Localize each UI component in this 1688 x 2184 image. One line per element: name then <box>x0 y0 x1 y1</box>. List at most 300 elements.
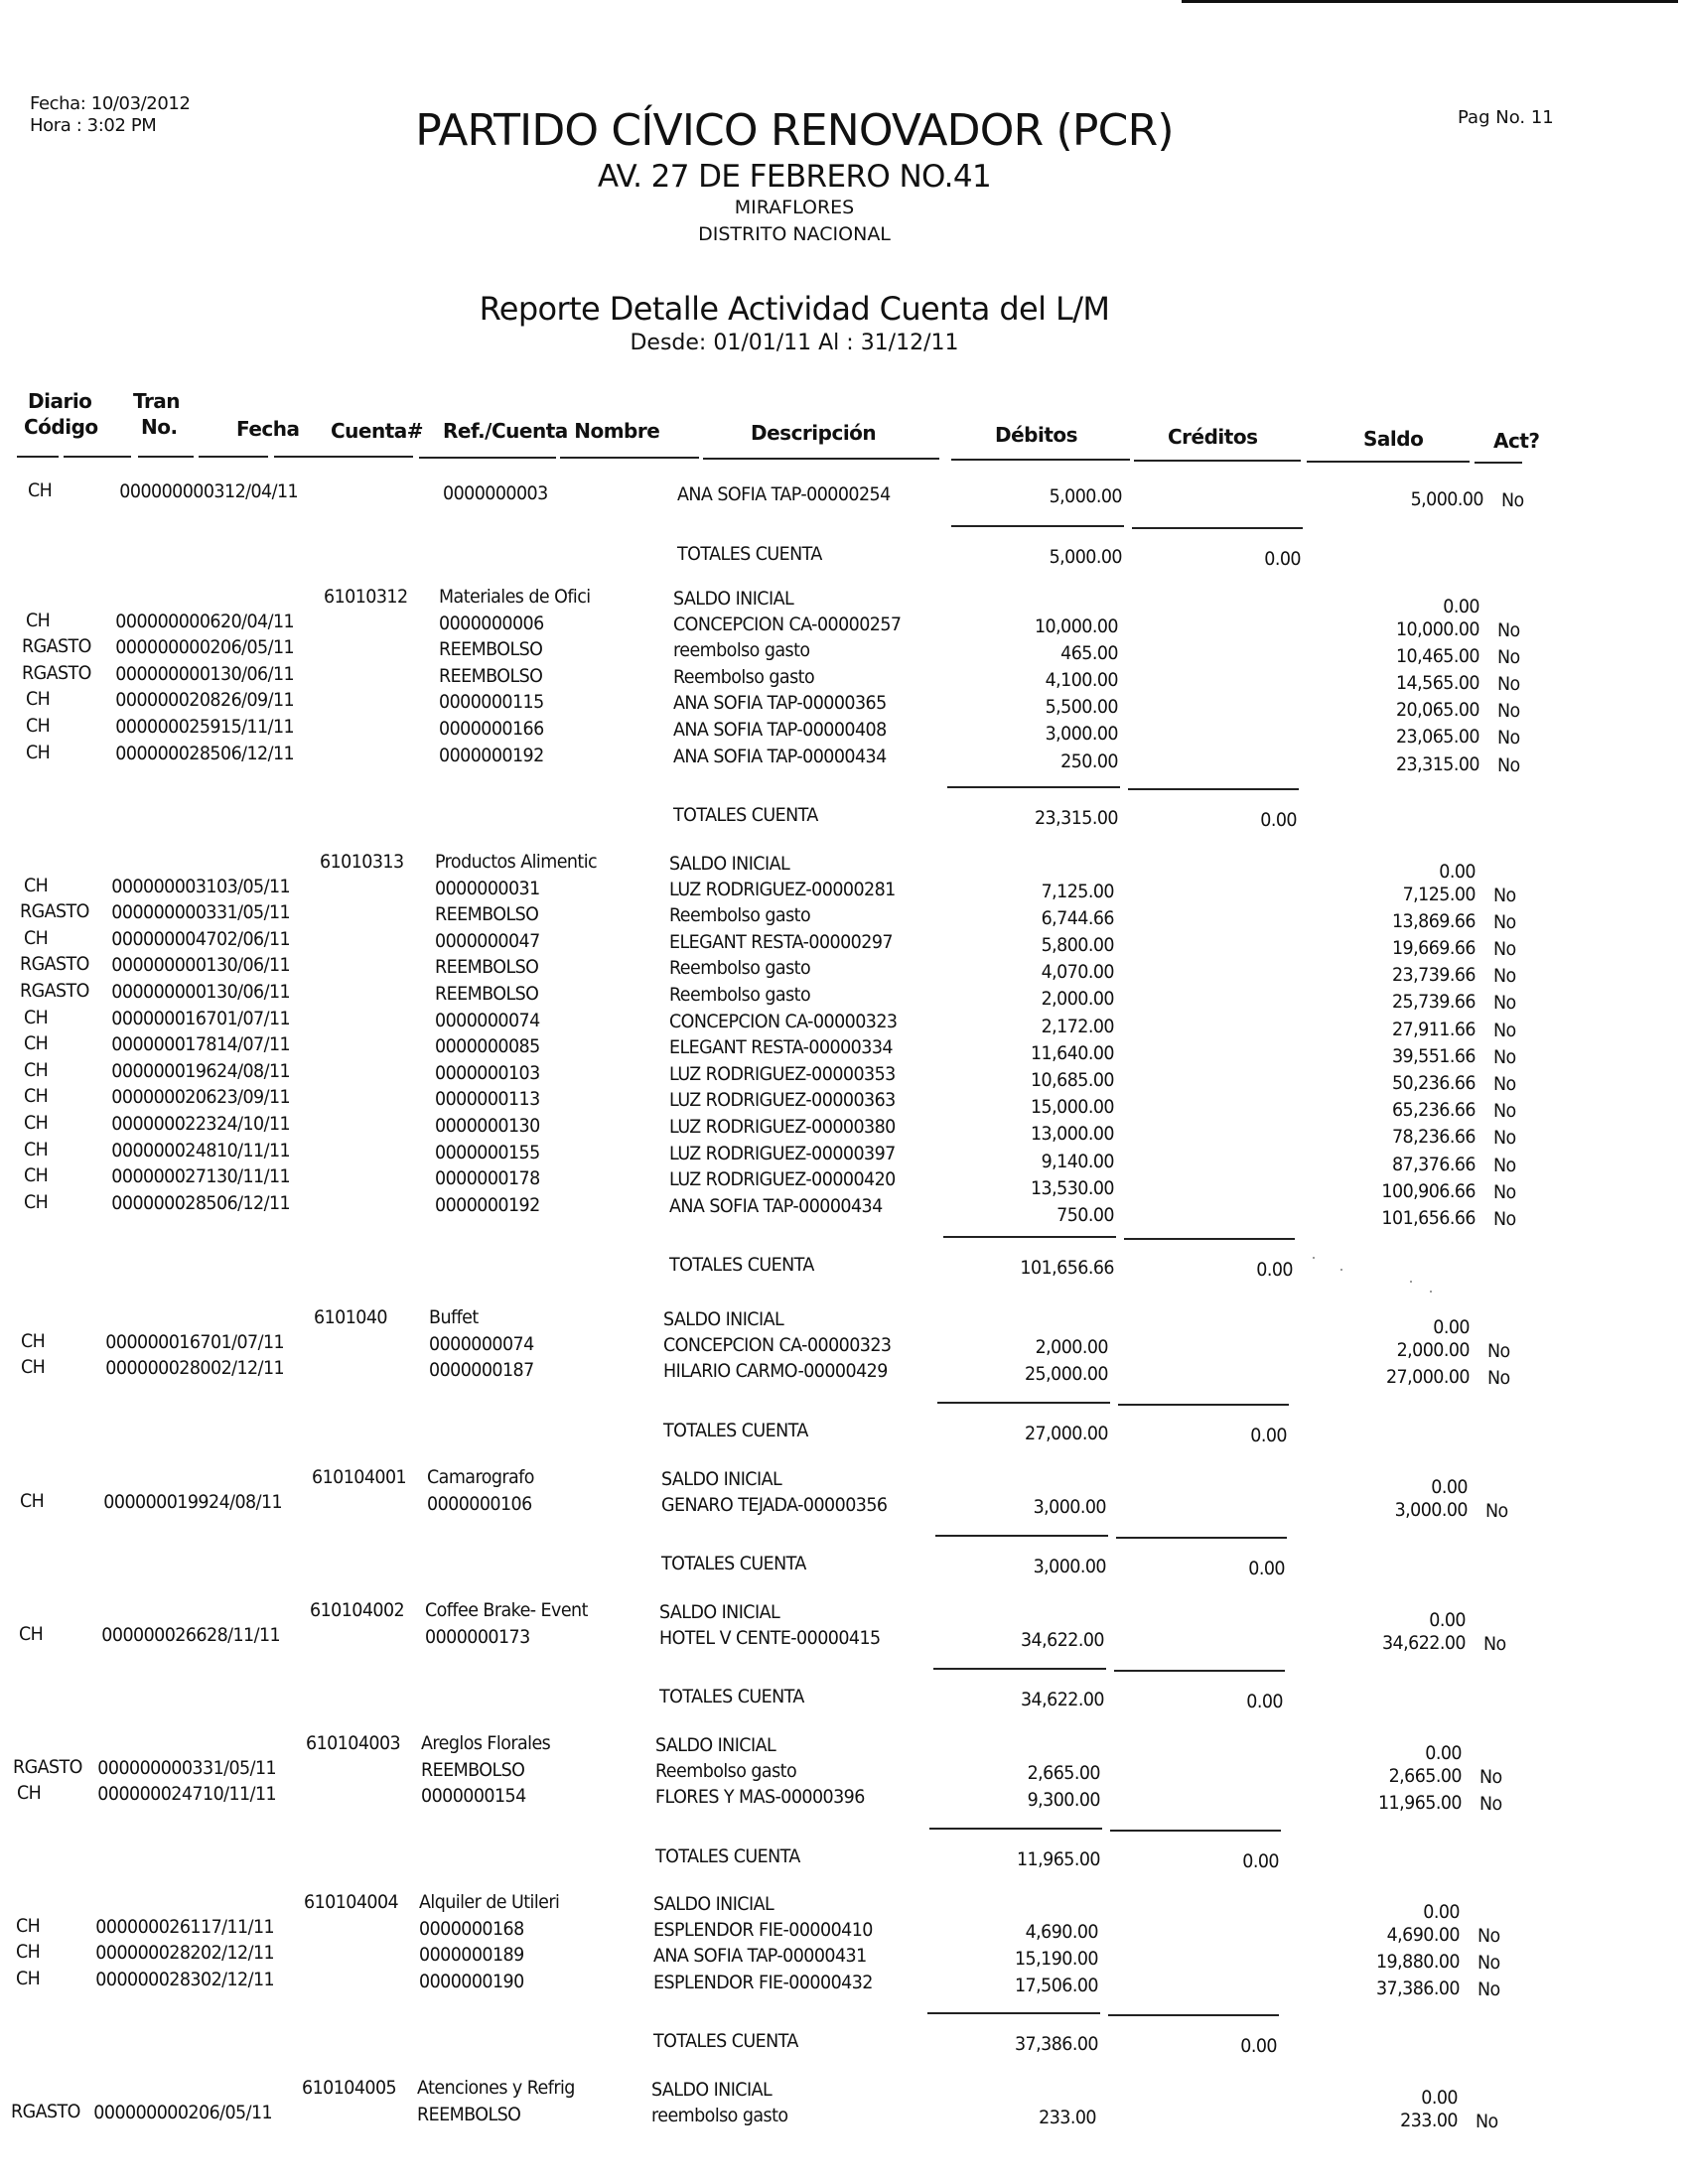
active-flag: No <box>1497 727 1520 750</box>
report-title: Reporte Detalle Actividad Cuenta del L/M <box>479 290 1110 328</box>
description: ANA SOFIA TAP-00000254 <box>677 483 891 505</box>
active-flag: No <box>1497 618 1520 641</box>
description: FLORES Y MAS-00000396 <box>655 1786 865 1809</box>
tran-no: 0000000002 <box>93 2101 199 2123</box>
active-flag: No <box>1493 1180 1516 1203</box>
tran-date: 24/08/11 <box>209 1490 283 1513</box>
underline <box>560 457 699 459</box>
totales-cuenta-label: TOTALES CUENTA <box>661 1553 806 1575</box>
debit-amount: 4,070.00 <box>1041 961 1114 984</box>
description: LUZ RODRIGUEZ-00000363 <box>669 1089 896 1112</box>
description: HILARIO CARMO-00000429 <box>663 1360 888 1383</box>
active-flag: No <box>1493 1100 1516 1123</box>
description: Reembolso gasto <box>669 904 811 927</box>
active-flag: No <box>1493 938 1516 960</box>
running-balance: 34,622.00 <box>1381 1631 1466 1654</box>
tran-no: 0000000001 <box>115 662 220 685</box>
diario-code: CH <box>21 1329 46 1352</box>
tran-date: 10/11/11 <box>203 1783 277 1806</box>
tran-date: 28/11/11 <box>207 1623 281 1646</box>
running-balance: 50,236.66 <box>1391 1072 1476 1094</box>
tran-no: 0000000047 <box>111 927 216 950</box>
scan-speck <box>1340 1269 1342 1271</box>
col-saldo: Saldo <box>1363 427 1424 451</box>
subtotal-rule <box>933 1668 1106 1670</box>
tran-date: 02/12/11 <box>211 1357 285 1380</box>
account-name: Productos Alimentic <box>435 851 598 873</box>
total-debits: 34,622.00 <box>1020 1689 1104 1711</box>
total-debits: 23,315.00 <box>1034 807 1118 830</box>
totales-cuenta-label: TOTALES CUENTA <box>669 1254 814 1277</box>
total-credits: 0.00 <box>1242 1849 1279 1872</box>
tran-no: 0000000001 <box>111 981 216 1003</box>
active-flag: No <box>1497 700 1520 723</box>
description: LUZ RODRIGUEZ-00000380 <box>669 1116 896 1138</box>
tran-date: 20/04/11 <box>220 610 295 632</box>
totales-cuenta-label: TOTALES CUENTA <box>659 1686 804 1708</box>
tran-no: 0000000167 <box>111 1007 216 1029</box>
debit-amount: 2,000.00 <box>1035 1335 1108 1358</box>
account-number: 610104003 <box>306 1732 401 1754</box>
running-balance: 65,236.66 <box>1391 1099 1476 1122</box>
col-diario: Diario <box>28 389 92 413</box>
ref-number: 0000000003 <box>443 482 548 504</box>
account-number: 610104004 <box>304 1891 399 1913</box>
running-balance: 23,065.00 <box>1395 726 1479 749</box>
saldo-inicial-label: SALDO INICIAL <box>673 588 794 610</box>
description: ELEGANT RESTA-00000334 <box>669 1036 893 1059</box>
tran-date: 02/12/11 <box>201 1968 275 1990</box>
account-name: Buffet <box>429 1306 479 1328</box>
active-flag: No <box>1487 1339 1510 1362</box>
active-flag: No <box>1493 1073 1516 1095</box>
running-balance: 2,000.00 <box>1396 1338 1470 1361</box>
subtotal-rule <box>929 1828 1102 1830</box>
subtotal-rule <box>1114 1670 1285 1672</box>
col-tran: Tran <box>133 389 181 413</box>
ref-number: REEMBOLSO <box>439 664 543 687</box>
running-balance: 19,669.66 <box>1391 937 1476 959</box>
total-credits: 0.00 <box>1260 809 1297 832</box>
tran-date: 01/07/11 <box>211 1330 285 1353</box>
ref-number: 0000000113 <box>435 1088 540 1111</box>
tran-date: 26/09/11 <box>220 689 295 712</box>
tran-date: 31/05/11 <box>216 901 291 924</box>
underline <box>419 457 556 459</box>
opening-balance: 0.00 <box>1421 2087 1458 2109</box>
description: LUZ RODRIGUEZ-00000281 <box>669 878 896 900</box>
diario-code: CH <box>16 1914 41 1937</box>
tran-date: 23/09/11 <box>216 1086 291 1109</box>
tran-no: 0000000223 <box>111 1113 216 1135</box>
description: Reembolso gasto <box>655 1759 797 1782</box>
active-flag: No <box>1493 1208 1516 1230</box>
tran-no: 0000000248 <box>111 1139 216 1161</box>
print-time: Hora : 3:02 PM <box>30 115 157 136</box>
tran-no: 0000000199 <box>103 1490 209 1513</box>
report-period: Desde: 01/01/11 Al : 31/12/11 <box>630 331 959 355</box>
account-number: 610104001 <box>312 1466 407 1488</box>
description: ELEGANT RESTA-00000297 <box>669 930 893 953</box>
total-debits: 101,656.66 <box>1020 1257 1114 1280</box>
saldo-inicial-label: SALDO INICIAL <box>653 1893 774 1915</box>
col-creditos: Créditos <box>1168 425 1258 449</box>
underline <box>1475 462 1522 464</box>
underline <box>138 456 194 458</box>
active-flag: No <box>1497 673 1520 695</box>
tran-date: 06/12/11 <box>220 742 295 764</box>
subtotal-rule <box>943 1236 1116 1238</box>
tran-date: 30/06/11 <box>216 981 291 1003</box>
company-city: MIRAFLORES <box>734 197 855 218</box>
ref-number: 0000000155 <box>435 1141 540 1163</box>
col-codigo: Código <box>24 415 98 439</box>
total-debits: 37,386.00 <box>1014 2033 1098 2056</box>
description: CONCEPCION CA-00000257 <box>673 613 902 635</box>
totales-cuenta-label: TOTALES CUENTA <box>677 542 822 565</box>
subtotal-rule <box>1108 2014 1279 2016</box>
tran-no: 0000000271 <box>111 1165 216 1188</box>
subtotal-rule <box>1128 788 1299 790</box>
totales-cuenta-label: TOTALES CUENTA <box>655 1844 800 1867</box>
tran-no: 0000000167 <box>105 1330 211 1353</box>
debit-amount: 5,000.00 <box>1049 485 1122 507</box>
description: Reembolso gasto <box>673 665 815 688</box>
scan-speck <box>1313 1257 1315 1259</box>
active-flag: No <box>1493 965 1516 988</box>
debit-amount: 10,685.00 <box>1030 1069 1114 1091</box>
diario-code: CH <box>16 1967 41 1989</box>
tran-date: 02/06/11 <box>216 927 291 950</box>
debit-amount: 7,125.00 <box>1041 880 1114 902</box>
tran-no: 0000000002 <box>115 636 220 659</box>
active-flag: No <box>1485 1499 1508 1522</box>
scan-edge-line <box>1182 0 1678 3</box>
scan-speck <box>1430 1291 1432 1293</box>
active-flag: No <box>1487 1366 1510 1389</box>
running-balance: 101,656.66 <box>1381 1207 1476 1229</box>
ref-number: 0000000187 <box>429 1359 534 1382</box>
opening-balance: 0.00 <box>1439 861 1476 883</box>
running-balance: 11,965.00 <box>1377 1791 1462 1814</box>
ref-number: 0000000190 <box>419 1970 524 1992</box>
underline <box>1307 461 1470 463</box>
description: ANA SOFIA TAP-00000365 <box>673 692 887 715</box>
diario-code: CH <box>24 1138 49 1160</box>
running-balance: 25,739.66 <box>1391 991 1476 1014</box>
diario-code: CH <box>26 741 51 763</box>
diario-code: CH <box>26 609 51 631</box>
subtotal-rule <box>951 525 1124 527</box>
total-credits: 0.00 <box>1240 2035 1277 2058</box>
saldo-inicial-label: SALDO INICIAL <box>663 1308 784 1330</box>
tran-no: 0000000259 <box>115 716 220 738</box>
description: Reembolso gasto <box>669 957 811 980</box>
opening-balance: 0.00 <box>1429 1609 1466 1631</box>
running-balance: 23,739.66 <box>1391 964 1476 987</box>
account-name: Alquiler de Utileri <box>419 1891 560 1913</box>
totales-cuenta-label: TOTALES CUENTA <box>663 1419 808 1441</box>
col-descripcion: Descripción <box>751 421 877 445</box>
active-flag: No <box>1501 489 1524 511</box>
diario-code: CH <box>24 1164 49 1187</box>
running-balance: 13,869.66 <box>1391 909 1476 932</box>
tran-no: 0000000283 <box>95 1968 201 1990</box>
tran-no: 0000000006 <box>115 610 220 632</box>
debit-amount: 6,744.66 <box>1041 906 1114 929</box>
total-debits: 5,000.00 <box>1049 545 1122 568</box>
debit-amount: 750.00 <box>1056 1204 1114 1226</box>
tran-date: 30/11/11 <box>216 1165 291 1188</box>
saldo-inicial-label: SALDO INICIAL <box>651 2079 773 2101</box>
diario-code: CH <box>24 1058 49 1081</box>
ref-number: 0000000074 <box>435 1009 540 1031</box>
tran-date: 30/06/11 <box>216 954 291 977</box>
tran-no: 0000000001 <box>111 954 216 977</box>
ref-number: REEMBOLSO <box>435 983 539 1005</box>
tran-no: 0000000285 <box>111 1191 216 1214</box>
running-balance: 10,465.00 <box>1395 644 1479 667</box>
subtotal-rule <box>947 786 1120 788</box>
active-flag: No <box>1497 753 1520 776</box>
diario-code: RGASTO <box>22 661 91 684</box>
col-cuenta: Cuenta# <box>331 419 424 443</box>
debit-amount: 17,506.00 <box>1014 1975 1098 1996</box>
description: ESPLENDOR FIE-00000410 <box>653 1918 873 1941</box>
subtotal-rule <box>1118 1404 1289 1406</box>
tran-date: 15/11/11 <box>220 716 295 738</box>
tran-date: 24/10/11 <box>216 1113 291 1135</box>
debit-amount: 13,000.00 <box>1030 1123 1114 1146</box>
account-name: Atenciones y Refrig <box>417 2077 575 2099</box>
diario-code: CH <box>24 1085 49 1108</box>
col-no: No. <box>141 415 178 439</box>
description: CONCEPCION CA-00000323 <box>669 1010 898 1032</box>
ref-number: 0000000106 <box>427 1492 532 1515</box>
diario-code: CH <box>26 715 51 737</box>
tran-no: 0000000206 <box>111 1086 216 1109</box>
diario-code: RGASTO <box>11 2100 80 2122</box>
tran-date: 01/07/11 <box>216 1007 291 1029</box>
totales-cuenta-label: TOTALES CUENTA <box>653 2030 798 2053</box>
diario-code: CH <box>21 1356 46 1379</box>
running-balance: 4,690.00 <box>1386 1923 1460 1946</box>
running-balance: 2,665.00 <box>1388 1764 1462 1787</box>
tran-date: 30/06/11 <box>220 662 295 685</box>
account-name: Camarografo <box>427 1466 534 1488</box>
account-name: Areglos Florales <box>421 1732 551 1754</box>
running-balance: 37,386.00 <box>1375 1978 1460 1999</box>
tran-date: 06/05/11 <box>199 2101 273 2123</box>
running-balance: 19,880.00 <box>1375 1950 1460 1973</box>
account-number: 610104005 <box>302 2077 397 2099</box>
active-flag: No <box>1476 2110 1498 2132</box>
tran-no: 0000000247 <box>97 1783 203 1806</box>
ref-number: 0000000192 <box>439 744 544 766</box>
tran-no: 0000000208 <box>115 689 220 712</box>
subtotal-rule <box>1124 1238 1295 1240</box>
running-balance: 39,551.66 <box>1391 1044 1476 1067</box>
debit-amount: 11,640.00 <box>1030 1041 1114 1064</box>
col-ref: Ref./Cuenta Nombre <box>443 419 660 443</box>
description: reembolso gasto <box>651 2104 788 2126</box>
col-debitos: Débitos <box>995 423 1078 447</box>
debit-amount: 3,000.00 <box>1033 1495 1106 1518</box>
tran-no: 0000000003 <box>97 1756 203 1779</box>
running-balance: 20,065.00 <box>1395 699 1479 722</box>
description: HOTEL V CENTE-00000415 <box>659 1626 881 1649</box>
active-flag: No <box>1497 645 1520 668</box>
running-balance: 23,315.00 <box>1395 752 1479 775</box>
running-balance: 14,565.00 <box>1395 672 1479 694</box>
ref-number: 0000000130 <box>435 1115 540 1137</box>
diario-code: CH <box>24 1190 49 1213</box>
saldo-inicial-label: SALDO INICIAL <box>659 1601 780 1623</box>
debit-amount: 2,665.00 <box>1027 1761 1100 1784</box>
active-flag: No <box>1477 1951 1500 1974</box>
description: Reembolso gasto <box>669 984 811 1006</box>
debit-amount: 3,000.00 <box>1045 723 1118 746</box>
running-balance: 233.00 <box>1400 2109 1458 2131</box>
ref-number: 0000000006 <box>439 612 544 634</box>
description: reembolso gasto <box>673 639 810 662</box>
subtotal-rule <box>1132 527 1303 529</box>
underline <box>703 458 939 460</box>
company-name: PARTIDO CÍVICO RENOVADOR (PCR) <box>415 105 1174 156</box>
tran-date: 14/07/11 <box>216 1033 291 1056</box>
subtotal-rule <box>1116 1537 1287 1539</box>
diario-code: CH <box>17 1782 42 1805</box>
description: CONCEPCION CA-00000323 <box>663 1333 892 1356</box>
tran-date: 12/04/11 <box>224 480 299 502</box>
active-flag: No <box>1493 992 1516 1015</box>
ref-number: 0000000178 <box>435 1167 540 1190</box>
running-balance: 78,236.66 <box>1391 1126 1476 1149</box>
debit-amount: 10,000.00 <box>1034 614 1118 637</box>
page-number: Pag No. 11 <box>1458 107 1554 128</box>
tran-date: 03/05/11 <box>216 875 291 897</box>
subtotal-rule <box>927 2012 1100 2014</box>
total-debits: 3,000.00 <box>1033 1556 1106 1578</box>
total-credits: 0.00 <box>1246 1691 1283 1713</box>
underline <box>64 456 131 458</box>
subtotal-rule <box>1110 1830 1281 1832</box>
ref-number: 0000000074 <box>429 1332 534 1355</box>
debit-amount: 15,190.00 <box>1014 1947 1098 1970</box>
account-number: 6101040 <box>314 1306 387 1328</box>
tran-date: 31/05/11 <box>203 1756 277 1779</box>
account-number: 610104002 <box>310 1599 405 1621</box>
active-flag: No <box>1479 1792 1502 1815</box>
diario-code: RGASTO <box>13 1755 82 1778</box>
ref-number: 0000000031 <box>435 877 540 899</box>
company-address: AV. 27 DE FEBRERO NO.41 <box>597 159 992 195</box>
account-name: Coffee Brake- Event <box>425 1599 588 1621</box>
active-flag: No <box>1477 1924 1500 1947</box>
debit-amount: 4,690.00 <box>1025 1920 1098 1943</box>
ref-number: 0000000173 <box>425 1625 530 1648</box>
description: ANA SOFIA TAP-00000431 <box>653 1945 867 1968</box>
ref-number: REEMBOLSO <box>417 2103 521 2125</box>
description: ANA SOFIA TAP-00000434 <box>669 1194 883 1217</box>
total-credits: 0.00 <box>1250 1424 1287 1446</box>
running-balance: 27,911.66 <box>1391 1018 1476 1040</box>
description: LUZ RODRIGUEZ-00000397 <box>669 1142 896 1164</box>
description: LUZ RODRIGUEZ-00000353 <box>669 1062 896 1085</box>
tran-no: 0000000178 <box>111 1033 216 1056</box>
debit-amount: 15,000.00 <box>1030 1096 1114 1119</box>
scan-speck <box>1410 1281 1412 1283</box>
ref-number: 0000000192 <box>435 1193 540 1216</box>
diario-code: CH <box>24 926 49 949</box>
ref-number: 0000000168 <box>419 1917 524 1940</box>
debit-amount: 9,140.00 <box>1041 1150 1114 1172</box>
account-number: 61010313 <box>320 851 404 873</box>
diario-code: CH <box>24 1032 49 1055</box>
underline <box>199 456 268 458</box>
diario-code: CH <box>24 874 49 896</box>
debit-amount: 2,172.00 <box>1041 1015 1114 1037</box>
total-credits: 0.00 <box>1248 1558 1285 1580</box>
diario-code: CH <box>28 479 53 501</box>
running-balance: 3,000.00 <box>1394 1498 1468 1521</box>
underline <box>1134 460 1301 462</box>
description: GENARO TEJADA-00000356 <box>661 1493 888 1516</box>
description: ANA SOFIA TAP-00000434 <box>673 745 887 767</box>
active-flag: No <box>1477 1979 1500 2000</box>
underline <box>951 459 1130 461</box>
total-credits: 0.00 <box>1264 547 1301 570</box>
tran-date: 17/11/11 <box>201 1915 275 1938</box>
total-debits: 27,000.00 <box>1024 1422 1108 1444</box>
col-act: Act? <box>1493 429 1540 453</box>
tran-date: 06/05/11 <box>220 636 295 659</box>
tran-no: 0000000003 <box>119 480 224 502</box>
opening-balance: 0.00 <box>1431 1476 1468 1498</box>
col-fecha: Fecha <box>236 417 300 441</box>
description: LUZ RODRIGUEZ-00000420 <box>669 1168 896 1191</box>
underline <box>17 456 59 458</box>
ref-number: 0000000047 <box>435 929 540 952</box>
print-date: Fecha: 10/03/2012 <box>30 93 191 114</box>
account-number: 61010312 <box>324 586 408 608</box>
debit-amount: 4,100.00 <box>1045 669 1118 691</box>
subtotal-rule <box>937 1402 1110 1404</box>
subtotal-rule <box>935 1535 1108 1537</box>
debit-amount: 2,000.00 <box>1041 988 1114 1011</box>
ref-number: REEMBOLSO <box>435 903 539 926</box>
ref-number: 0000000103 <box>435 1061 540 1084</box>
running-balance: 10,000.00 <box>1395 617 1479 640</box>
tran-date: 10/11/11 <box>216 1139 291 1161</box>
active-flag: No <box>1493 884 1516 906</box>
active-flag: No <box>1493 1045 1516 1068</box>
diario-code: CH <box>16 1941 41 1964</box>
diario-code: CH <box>20 1489 45 1512</box>
tran-no: 0000000282 <box>95 1942 201 1965</box>
ref-number: 0000000115 <box>439 691 544 714</box>
debit-amount: 465.00 <box>1060 641 1118 664</box>
opening-balance: 0.00 <box>1425 1742 1462 1764</box>
tran-date: 06/12/11 <box>216 1191 291 1214</box>
tran-no: 0000000031 <box>111 875 216 897</box>
saldo-inicial-label: SALDO INICIAL <box>661 1468 782 1490</box>
debit-amount: 233.00 <box>1039 2106 1096 2128</box>
debit-amount: 5,500.00 <box>1045 696 1118 719</box>
active-flag: No <box>1493 910 1516 933</box>
diario-code: RGASTO <box>20 980 89 1002</box>
tran-no: 0000000261 <box>95 1915 201 1938</box>
